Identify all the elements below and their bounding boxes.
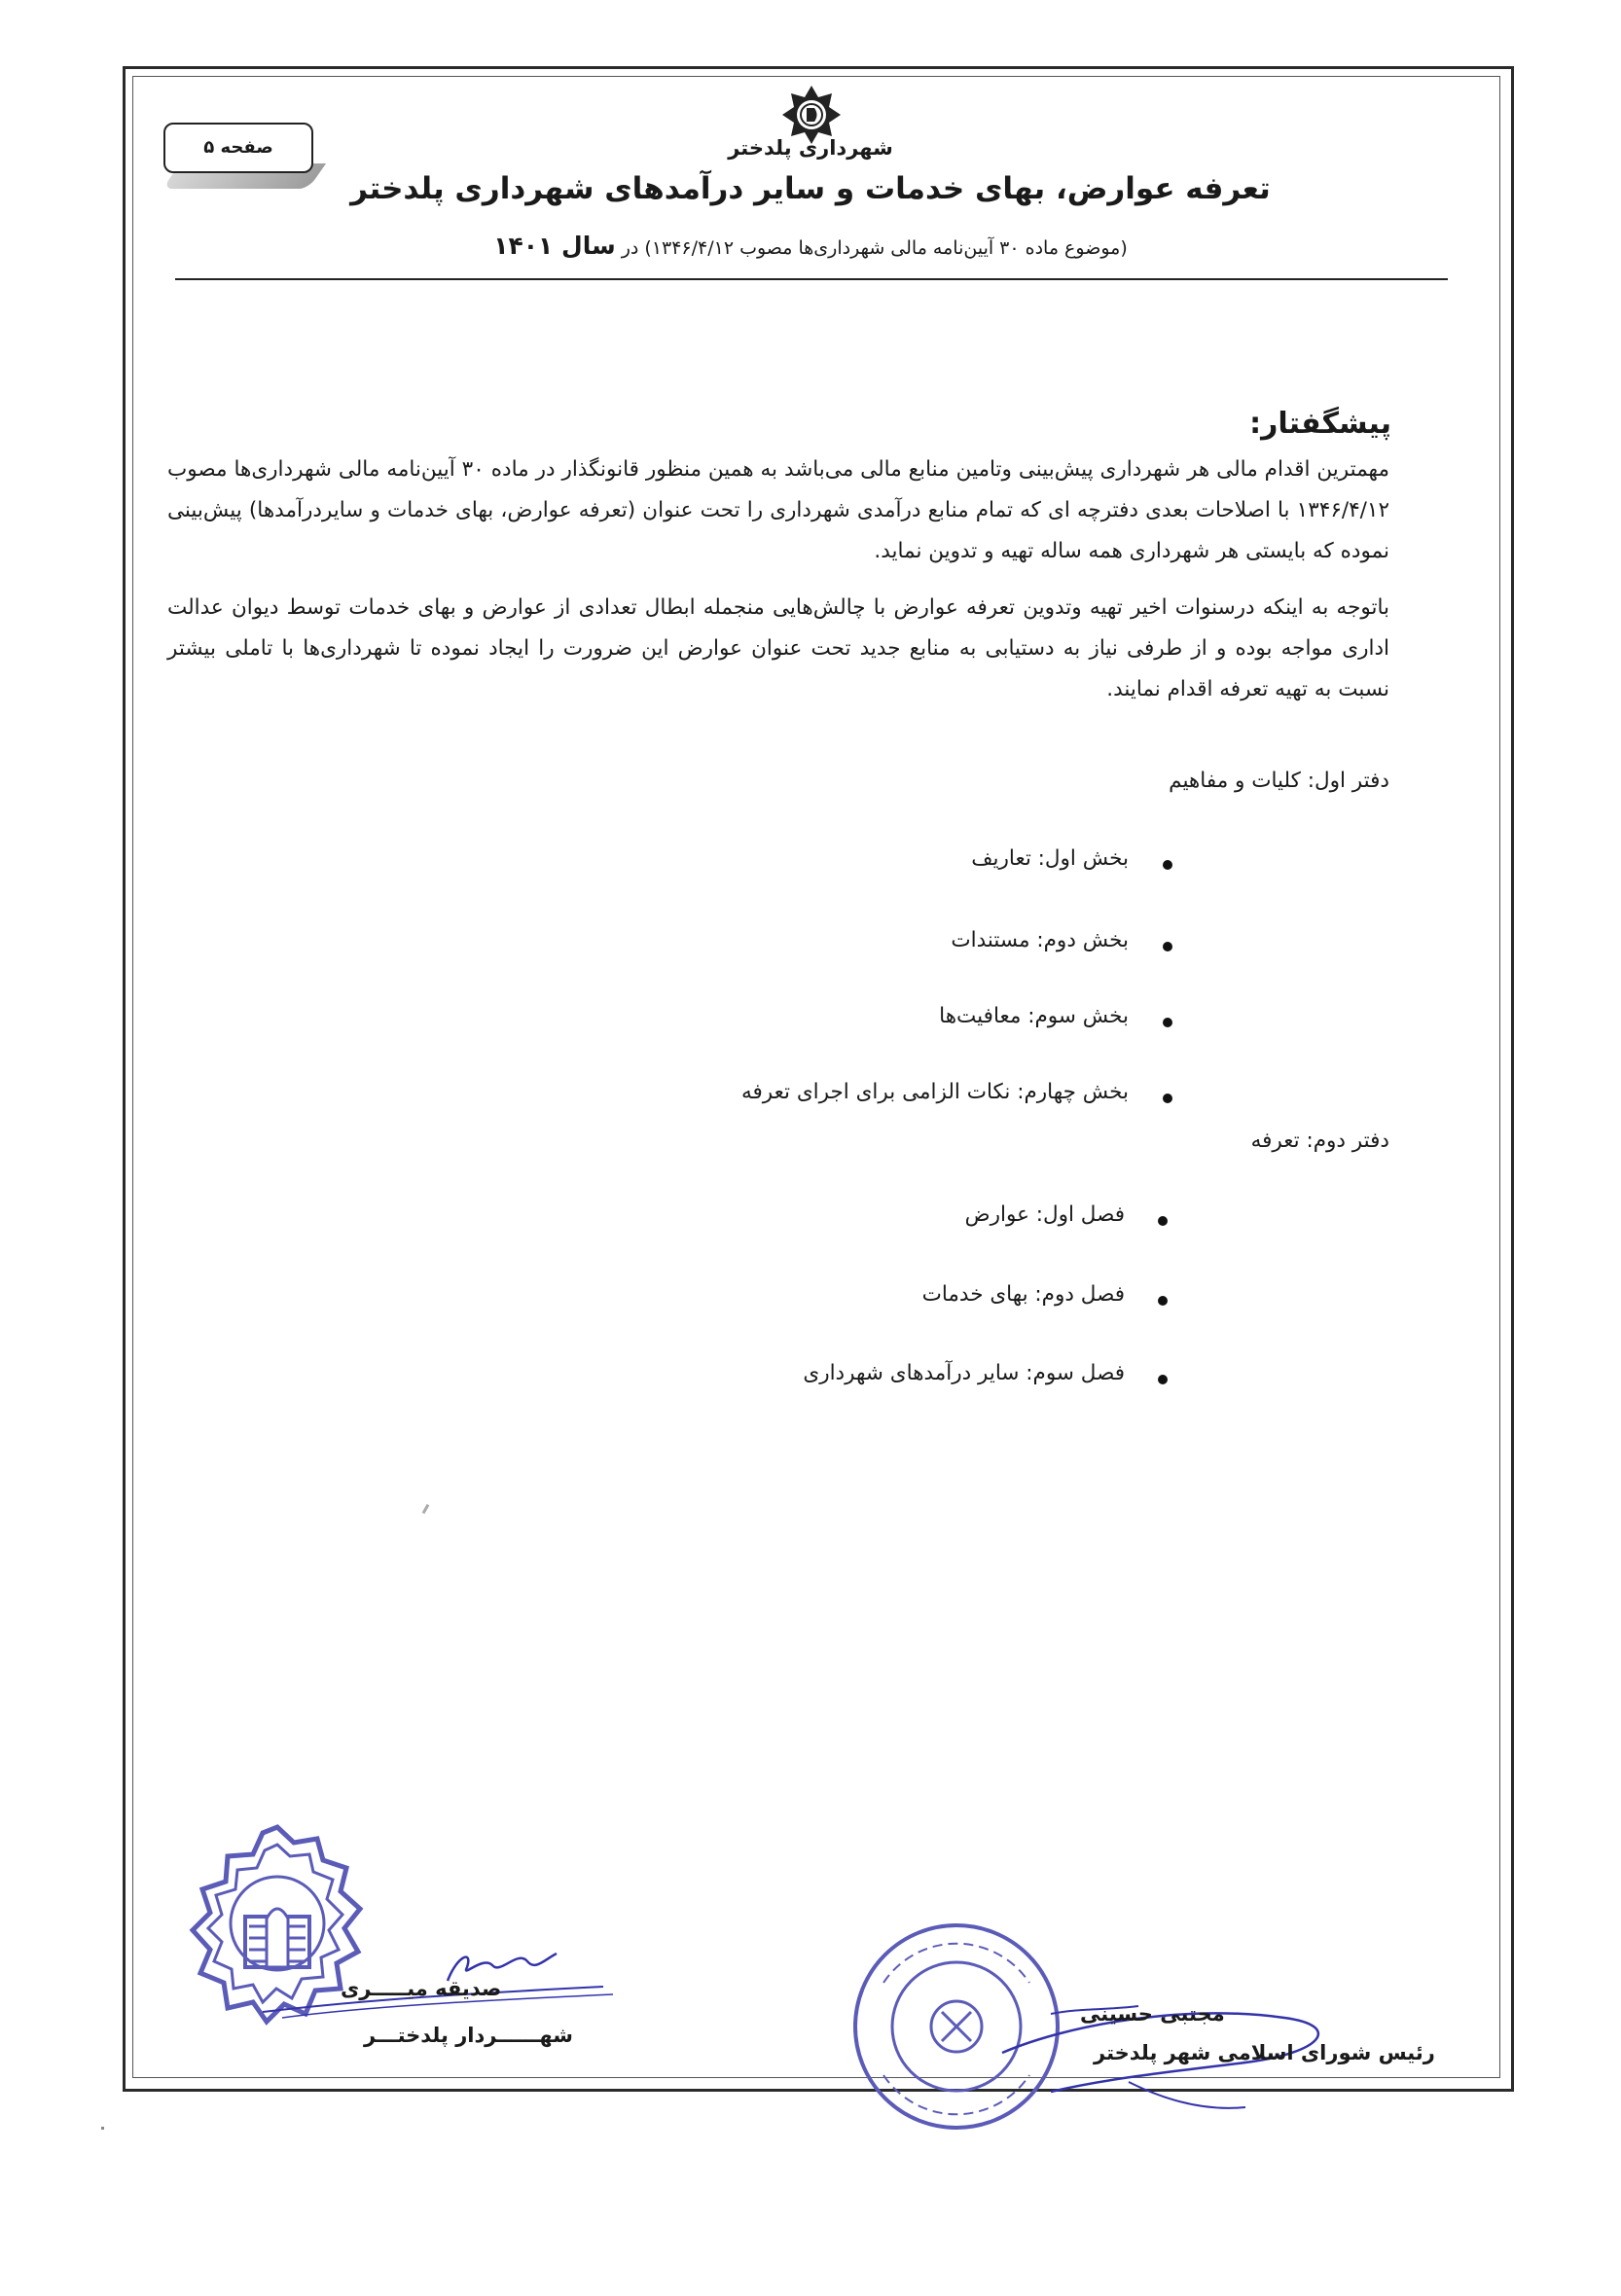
- intro-paragraph-1: مهمترین اقدام مالی هر شهرداری پیش‌بینی وتامین منابع مالی می‌باشد به همین منظور قانونگذار در ماده ۳۰ آیین‌نامه مالی شهرداری‌ها مصوب ۱۳۴۶/۴/۱۲ با اصلاحات بعدی دفترچه ای که تمام منابع درآمدی شهرداری را تحت عنوان (تعرفه عوارض، بهای خدمات و سایردرآمدها) پیش‌بینی نموده که بایستی هر شهرداری همه ساله تهیه و تدوین نماید.: [167, 457, 1389, 563]
- page-border-inner: [132, 76, 1500, 2078]
- bullet-icon: [1158, 1296, 1168, 1306]
- bullet-icon: [1158, 1375, 1168, 1384]
- council-head-name: مجتبی حسینی: [1080, 2002, 1225, 2026]
- book1-item: بخش دوم: مستندات: [951, 928, 1129, 952]
- page-number-badge: صفحه ۵: [163, 123, 313, 173]
- book2-title: دفتر دوم: تعرفه: [1250, 1129, 1389, 1153]
- book2-item: فصل اول: عوارض: [964, 1202, 1125, 1227]
- book2-item: فصل دوم: بهای خدمات: [921, 1282, 1125, 1307]
- book1-item: بخش چهارم: نکات الزامی برای اجرای تعرفه: [740, 1080, 1129, 1104]
- scan-speck: [101, 2127, 104, 2130]
- bullet-icon: [1158, 1216, 1168, 1226]
- document-subtitle: [0, 232, 1621, 260]
- document-title: تعرفه عوارض، بهای خدمات و سایر درآمدهای شهرداری پلدختر: [350, 171, 1271, 206]
- header-divider: [175, 278, 1448, 280]
- book1-item: بخش سوم: معافیت‌ها: [939, 1004, 1129, 1028]
- bullet-icon: [1163, 942, 1172, 951]
- bullet-icon: [1163, 1094, 1172, 1103]
- subtitle-text: (موضوع ماده ۳۰ آیین‌نامه مالی شهرداری‌ها مصوب ۱۳۴۶/۴/۱۲) در: [621, 237, 1128, 259]
- council-head-title: رئیس شورای اسلامی شهر پلدختر: [1094, 2041, 1435, 2064]
- mayor-name: صدیقه میـــــری: [341, 1977, 502, 2000]
- intro-paragraph-2: باتوجه به اینکه درسنوات اخیر تهیه وتدوین تعرفه عوارض با چالش‌هایی منجمله ابطال تعدادی از عوارض و بهای خدمات توسط دیوان عدالت اداری مواجه بوده و از طرفی نیاز به دستیابی به منابع جدید تحت عنوان عوارض این ضرورت را ایجاد نموده تا شهرداری‌ها با تاملی بیشتر نسبت به تهیه تعرفه اقدام نمایند.: [167, 595, 1389, 701]
- municipality-name: شهرداری پلدختر: [728, 136, 893, 160]
- book2-item: فصل سوم: سایر درآمدهای شهرداری: [803, 1361, 1125, 1385]
- book1-item: بخش اول: تعاریف: [971, 846, 1129, 871]
- subtitle-year: سال ۱۴۰۱: [493, 232, 616, 260]
- bullet-icon: [1163, 860, 1172, 870]
- intro-heading: پیشگفتار:: [1249, 407, 1391, 441]
- bullet-icon: [1163, 1018, 1172, 1027]
- book1-title: دفتر اول: کلیات و مفاهیم: [1169, 769, 1389, 793]
- mayor-title: شهــــــردار پلدختـــر: [364, 2024, 573, 2047]
